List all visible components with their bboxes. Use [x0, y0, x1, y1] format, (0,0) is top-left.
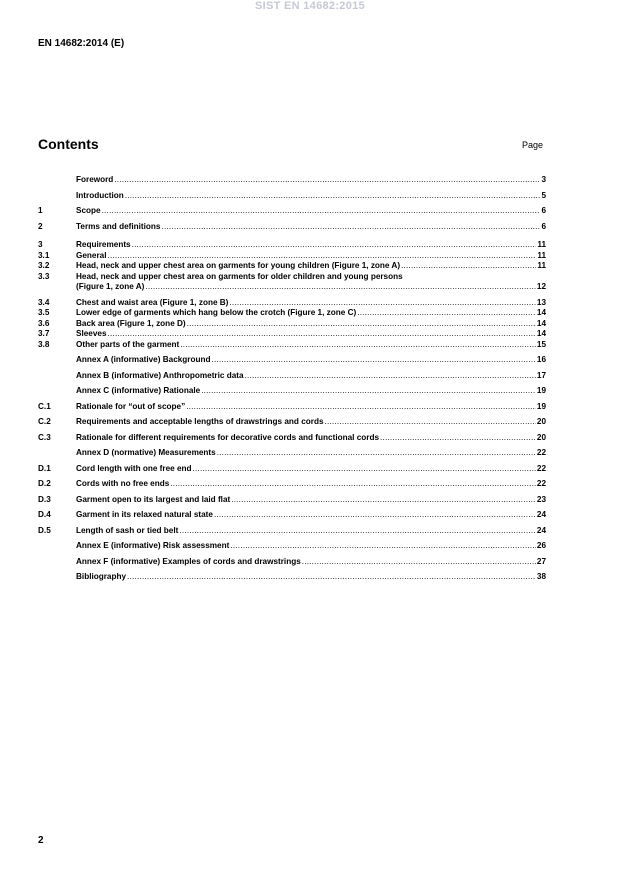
toc-entry[interactable]	[38, 240, 546, 251]
toc-entry[interactable]	[38, 464, 546, 475]
toc-entry-title: Garment open to its largest and laid flat	[76, 494, 231, 504]
toc-entry-title: Scope	[76, 206, 101, 215]
toc-entry-title: Introduction	[76, 190, 124, 200]
toc-entry-title: Other parts of the garment	[76, 339, 180, 349]
toc-entry-title: Terms and definitions	[76, 221, 161, 231]
toc-entry[interactable]	[38, 355, 546, 366]
toc-entry-number: D.2	[38, 479, 51, 488]
toc-entry[interactable]	[38, 495, 546, 506]
toc-entry[interactable]	[38, 272, 546, 283]
toc-entry-page: 14	[536, 318, 546, 328]
toc-entry-title: Foreword	[76, 175, 114, 184]
toc-entry[interactable]	[38, 386, 546, 397]
toc-entry-page: 23	[536, 494, 546, 504]
page-number: 2	[38, 835, 44, 846]
toc-entry[interactable]	[38, 541, 546, 552]
toc-leader	[179, 526, 536, 537]
toc-entry-page: 12	[536, 282, 546, 291]
toc-entry-page: 20	[536, 417, 546, 426]
toc-leader	[214, 510, 536, 521]
toc-entry-page: 26	[536, 541, 546, 550]
toc-entry-number: D.1	[38, 463, 51, 473]
toc-entry-title: Cord length with one free end	[76, 463, 192, 473]
toc-entry-number: C.2	[38, 417, 51, 426]
toc-entry-page: 13	[536, 297, 546, 307]
toc-entry[interactable]	[38, 572, 546, 583]
toc-entry-page: 22	[536, 448, 546, 457]
toc-entry-number: 3.3	[38, 271, 50, 281]
toc-entry[interactable]	[38, 479, 546, 490]
toc-entry-page: 38	[536, 572, 546, 581]
toc-entry-page: 22	[536, 463, 546, 473]
toc-entry-title: Annex A (informative) Background	[76, 355, 211, 364]
toc-entry-page: 17	[536, 370, 546, 380]
toc-entry-number: 1	[38, 206, 43, 215]
toc-entry-page: 14	[536, 308, 546, 317]
toc-entry-page: 24	[536, 525, 546, 535]
toc-leader	[186, 402, 536, 413]
toc-entry-title: Lower edge of garments which hang below the crotch (Figure 1, zone C)	[76, 308, 357, 317]
toc-entry[interactable]	[38, 433, 546, 444]
toc-leader	[187, 319, 536, 330]
toc-entry-page: 3	[541, 175, 546, 184]
toc-leader	[201, 386, 536, 397]
toc-leader	[127, 572, 536, 583]
toc-entry-continuation[interactable]	[38, 282, 546, 293]
toc-entry[interactable]	[38, 448, 546, 459]
toc-entry-page: 11	[537, 261, 546, 270]
toc-entry-page: 11	[537, 250, 546, 260]
toc-entry-number: 3.8	[38, 339, 50, 349]
toc-leader	[325, 417, 536, 428]
toc-entry-title: Head, neck and upper chest area on garments for young children (Figure 1, zone A)	[76, 261, 401, 270]
toc-entry-title: Requirements and acceptable lengths of drawstrings and cords	[76, 417, 324, 426]
toc-entry-number: 3.5	[38, 308, 50, 317]
toc-entry-title: Annex D (normative) Measurements	[76, 448, 216, 457]
toc-entry-title-cont: (Figure 1, zone A)	[76, 282, 145, 291]
toc-entry-number: 3.7	[38, 329, 50, 338]
toc-entry-title: Rationale for different requirements for decorative cords and functional cords	[76, 432, 379, 442]
document-id: EN 14682:2014 (E)	[38, 38, 125, 49]
toc-entry[interactable]	[38, 329, 546, 340]
toc-entry-page: 20	[536, 432, 546, 442]
toc-entry-number: 3.2	[38, 261, 50, 270]
toc-entry-title: Annex C (informative) Rationale	[76, 386, 201, 395]
toc-entry-page: 16	[536, 355, 546, 364]
toc-entry-number: D.4	[38, 510, 51, 519]
toc-entry[interactable]	[38, 261, 546, 272]
toc-entry-page: 6	[541, 206, 546, 215]
table-of-contents	[38, 175, 546, 583]
toc-entry-title: Cords with no free ends	[76, 479, 170, 488]
toc-leader	[114, 175, 540, 186]
toc-entry[interactable]	[38, 371, 546, 382]
toc-leader	[132, 240, 537, 251]
toc-entry[interactable]	[38, 417, 546, 428]
toc-entry-title: Length of sash or tied belt	[76, 525, 179, 535]
toc-entry-page: 15	[536, 339, 546, 349]
toc-entry[interactable]	[38, 557, 546, 568]
toc-entry-number: 3.6	[38, 318, 50, 328]
toc-entry[interactable]	[38, 308, 546, 319]
toc-entry[interactable]	[38, 191, 546, 202]
toc-entry-title: Garment in its relaxed natural state	[76, 510, 213, 519]
toc-leader	[108, 329, 536, 340]
toc-leader	[125, 191, 541, 202]
toc-entry-page: 14	[536, 329, 546, 338]
toc-leader	[102, 206, 541, 217]
toc-entry-number: 2	[38, 221, 43, 231]
toc-leader	[231, 495, 536, 506]
toc-leader	[108, 251, 537, 262]
toc-entry[interactable]	[38, 175, 546, 186]
toc-entry-title: Back area (Figure 1, zone D)	[76, 318, 186, 328]
toc-entry-title: Sleeves	[76, 329, 107, 338]
toc-entry-page: 19	[536, 401, 546, 411]
toc-entry-page: 22	[536, 479, 546, 488]
toc-entry-title: Chest and waist area (Figure 1, zone B)	[76, 297, 229, 307]
toc-entry-number: 3	[38, 240, 43, 249]
toc-entry[interactable]	[38, 340, 546, 351]
watermark: SIST EN 14682:2015	[255, 0, 365, 12]
toc-entry-title: Bibliography	[76, 572, 127, 581]
toc-leader	[302, 557, 536, 568]
toc-entry-number: 3.1	[38, 250, 50, 260]
toc-entry-title: Rationale for “out of scope”	[76, 401, 186, 411]
toc-leader	[170, 479, 536, 490]
toc-entry[interactable]	[38, 526, 546, 537]
toc-leader	[212, 355, 536, 366]
toc-entry-number: C.1	[38, 401, 51, 411]
toc-leader	[229, 298, 535, 309]
page-title: Contents	[38, 136, 99, 152]
toc-entry-page: 6	[541, 221, 546, 231]
toc-entry-page: 11	[537, 240, 546, 249]
toc-leader	[380, 433, 536, 444]
toc-leader	[145, 282, 536, 293]
toc-entry-page: 27	[536, 556, 546, 566]
toc-entry[interactable]	[38, 222, 546, 233]
toc-entry-title: Annex E (informative) Risk assessment	[76, 541, 230, 550]
toc-entry-page: 5	[541, 190, 546, 200]
toc-entry-title: Requirements	[76, 240, 131, 249]
toc-entry[interactable]	[38, 510, 546, 521]
toc-leader	[230, 541, 536, 552]
toc-entry-title: General	[76, 250, 107, 260]
toc-entry-title: Head, neck and upper chest area on garments for older children and young persons	[76, 271, 403, 281]
toc-entry-number: 3.4	[38, 297, 50, 307]
toc-leader	[193, 464, 536, 475]
page-column-label: Page	[522, 140, 544, 150]
toc-entry[interactable]	[38, 319, 546, 330]
toc-entry[interactable]	[38, 251, 546, 262]
toc-entry[interactable]	[38, 402, 546, 413]
toc-leader	[401, 261, 536, 272]
toc-entry[interactable]	[38, 298, 546, 309]
toc-leader	[180, 340, 536, 351]
toc-entry-title: Annex F (informative) Examples of cords and drawstrings	[76, 556, 301, 566]
toc-leader	[245, 371, 536, 382]
toc-entry-page: 24	[536, 510, 546, 519]
toc-entry-number: D.3	[38, 494, 51, 504]
toc-leader	[161, 222, 540, 233]
toc-entry-number: D.5	[38, 525, 51, 535]
toc-entry-title: Annex B (informative) Anthropometric data	[76, 370, 244, 380]
toc-entry[interactable]	[38, 206, 546, 217]
toc-leader	[217, 448, 536, 459]
toc-entry-number: C.3	[38, 432, 51, 442]
toc-leader	[357, 308, 536, 319]
toc-entry-page: 19	[536, 386, 546, 395]
